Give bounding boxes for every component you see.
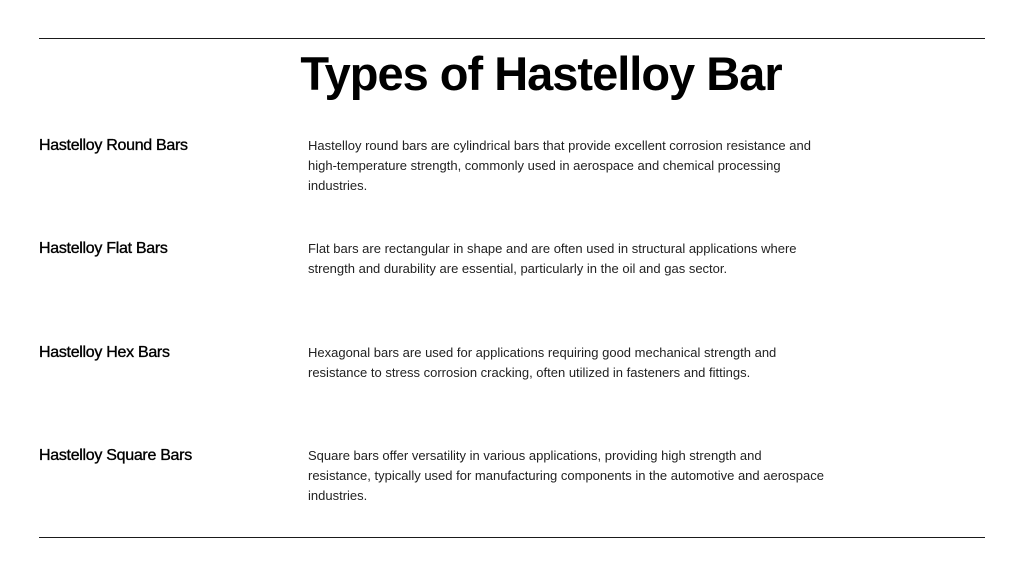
item-description: Hastelloy round bars are cylindrical bars that provide excellent corrosion resistance and high-temperature strength, commonly used in aerospace and chemical processing industries.	[308, 138, 811, 193]
item-description: Square bars offer versatility in various applications, providing high strength and resistance, typically used for manufacturing components in the automotive and aerospace industries.	[308, 448, 824, 503]
bottom-divider	[39, 537, 985, 538]
item-description: Flat bars are rectangular in shape and are often used in structural applications where strength and durability are essential, particularly in the oil and gas sector.	[308, 241, 797, 276]
item-title: Hastelloy Flat Bars	[39, 240, 168, 257]
top-divider	[39, 38, 985, 39]
slide-title: Types of Hastelloy Bar	[300, 47, 782, 100]
item-title: Hastelloy Round Bars	[39, 137, 188, 154]
item-title: Hastelloy Square Bars	[39, 447, 192, 464]
item-description: Hexagonal bars are used for applications requiring good mechanical strength and resistance to stress corrosion cracking, often utilized in fasteners and fittings.	[308, 345, 777, 380]
item-title: Hastelloy Hex Bars	[39, 344, 170, 361]
